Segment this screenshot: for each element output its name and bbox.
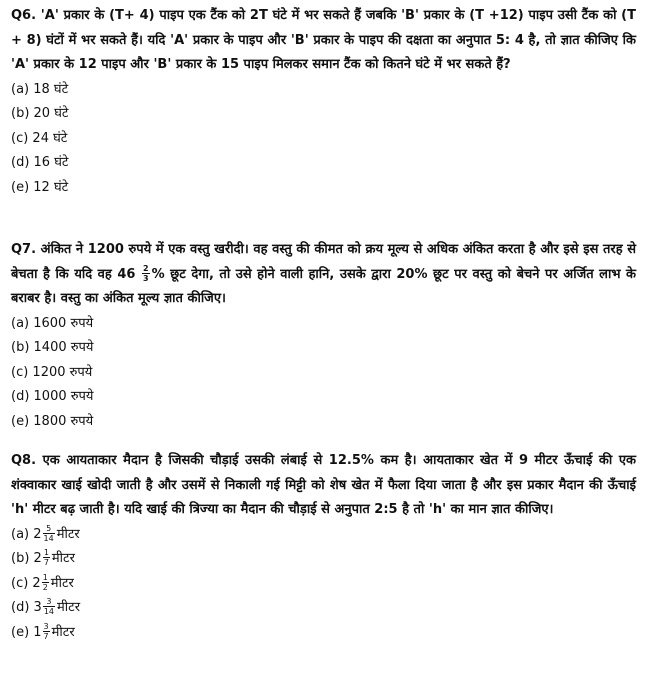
fraction-numerator: 5	[43, 524, 55, 534]
question-8-option-b	[11, 547, 636, 572]
question-8-option-d	[11, 596, 636, 621]
question-8-option-c	[11, 572, 636, 597]
question-7-option-d: (d) 1000 रुपये	[11, 389, 94, 404]
question-7-option-c: (c) 1200 रुपये	[11, 364, 93, 380]
fraction-numerator: 3	[43, 621, 49, 631]
option-unit: मीटर	[57, 600, 81, 615]
option-fraction	[42, 573, 49, 592]
question-7-option-e: (e) 1800 रुपये	[11, 413, 94, 429]
question-6-option-b: (b) 20 घंटे	[11, 106, 69, 121]
option-prefix: (c) 2	[11, 575, 41, 591]
option-unit: मीटर	[51, 551, 75, 566]
fraction-numerator: 3	[43, 597, 55, 607]
question-6-option-d: (d) 16 घंटे	[11, 155, 69, 170]
question-8-text: Q8. एक आयताकार मैदान है जिसकी चौड़ाई उसकी लंबाई से 12.5% कम है। आयताकार खेत में 9 मीटर ऊँचाई की एक शंक्वाकार खाई खोदी जाती है और उसमें से निकाली गई मिट्टी को शेष खेत में फैला दिया जाता है और इस प्रकार मैदान की ऊँचाई 'h' मीटर बढ़ जाती है। यदि खाई की त्रिज्या का मैदान की चौड़ाई से अनुपात 2:5 है तो 'h' का मान ज्ञात कीजिए।	[11, 453, 636, 517]
question-7-text	[11, 238, 636, 312]
option-unit: मीटर	[51, 624, 75, 640]
option-prefix: (d) 3	[11, 600, 42, 615]
option-prefix: (a) 2	[11, 526, 42, 542]
question-8	[11, 449, 636, 645]
question-7-option-b: (b) 1400 रुपये	[11, 340, 94, 355]
question-8-option-e	[11, 621, 636, 646]
question-8-option-a	[11, 523, 636, 548]
fraction-denominator: 14	[43, 533, 54, 543]
option-fraction	[43, 524, 55, 543]
question-6-option-e: (e) 12 घंटे	[11, 179, 69, 195]
option-unit: मीटर	[50, 575, 74, 591]
fraction-denominator: 2	[42, 582, 48, 592]
fraction-denominator: 3	[143, 273, 149, 283]
question-7-text-before: Q7. अंकित ने 1200 रुपये में एक वस्तु खरीदी। वह वस्तु की कीमत को क्रय मूल्य से अधिक अंकित करता है और इसे इस तरह से बेचता है कि यदि वह 46	[11, 242, 636, 282]
option-prefix: (e) 1	[11, 624, 42, 640]
question-6	[11, 4, 636, 200]
fraction-denominator: 7	[43, 558, 49, 567]
question-7	[11, 238, 636, 434]
option-fraction	[43, 622, 50, 641]
option-fraction	[43, 597, 55, 616]
fraction-numerator: 2	[143, 263, 149, 273]
fraction-numerator: 1	[43, 548, 49, 557]
fraction-denominator: 7	[43, 631, 49, 641]
question-7-option-a: (a) 1600 रुपये	[11, 315, 94, 331]
question-6-option-c: (c) 24 घंटे	[11, 130, 68, 146]
option-fraction	[43, 548, 50, 567]
option-prefix: (b) 2	[11, 551, 42, 566]
question-7-fraction	[142, 264, 150, 283]
fraction-denominator: 14	[43, 607, 54, 616]
question-6-option-a: (a) 18 घंटे	[11, 81, 69, 97]
option-unit: मीटर	[56, 526, 80, 542]
question-7-text-after: % छूट देगा, तो उसे होने वाली हानि, उसके द्वारा 20% छूट पर वस्तु को बेचने पर अर्जित लाभ के बराबर है। वस्तु का अंकित मूल्य ज्ञात कीजिए।	[11, 266, 637, 306]
fraction-numerator: 1	[42, 572, 48, 582]
question-6-text: Q6. 'A' प्रकार के (T+ 4) पाइप एक टैंक को 2T घंटे में भर सकते हैं जबकि 'B' प्रकार के (T +12) पाइप उसी टैंक को (T + 8) घंटों में भर सकते हैं। यदि 'A' प्रकार के पाइप और 'B' प्रकार के पाइप की दक्षता का अनुपात 5: 4 है, तो ज्ञात कीजिए कि 'A' प्रकार के 12 पाइप और 'B' प्रकार के 15 पाइप मिलकर समान टैंक को कितने घंटे में भर सकते हैं?	[11, 8, 636, 72]
